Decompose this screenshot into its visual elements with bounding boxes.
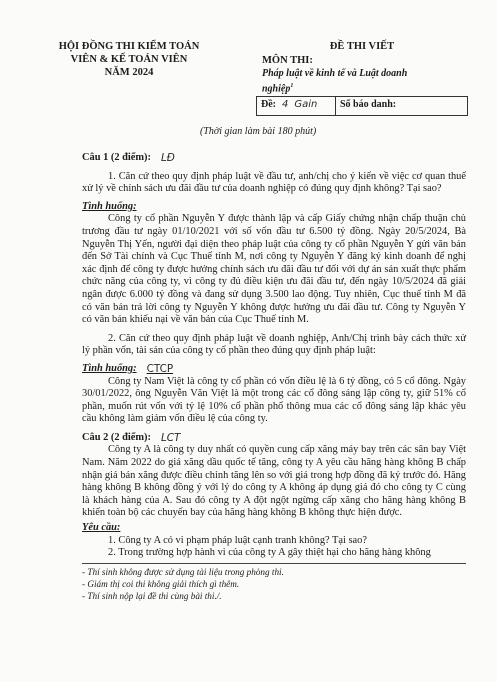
question-1-title bbox=[82, 152, 466, 165]
requirement-label: Yêu cầu: bbox=[82, 522, 121, 534]
org-line-2: VIÊN & KẾ TOÁN VIÊN bbox=[70, 54, 188, 65]
situation-1-label-text: Tình huống: bbox=[82, 200, 137, 212]
exam-code-value: 4 bbox=[282, 99, 289, 110]
question-2-annotation: LCT bbox=[160, 431, 181, 444]
question-1-part-2: 2. Căn cứ theo quy định pháp luật về doanh nghiệp, Anh/Chị trình bày cách thức xử lý phần vốn, tài sản của công ty cổ phần theo đúng quy định pháp luật: bbox=[82, 332, 466, 357]
exam-title: ĐỀ THI VIẾT bbox=[329, 41, 395, 52]
subject-footnote-mark: 1 bbox=[290, 83, 294, 89]
situation-2-label-text: Tình huống: bbox=[82, 362, 137, 374]
footnote-divider bbox=[82, 563, 466, 564]
subject-name bbox=[262, 67, 462, 95]
subject-line-1: Pháp luật về kinh tế và Luật doanh bbox=[262, 68, 408, 79]
candidate-number-label: Số báo danh: bbox=[340, 99, 397, 110]
org-line-1: HỘI ĐỒNG THI KIỂM TOÁN bbox=[58, 41, 200, 52]
exam-code-cell bbox=[257, 97, 336, 115]
exam-code-label: Đề: bbox=[261, 99, 276, 110]
question-2-title bbox=[82, 432, 466, 445]
situation-2-label bbox=[82, 363, 466, 376]
requirement-2: 2. Trong trường hợp hành vi của công ty A gây thiệt hại cho hãng hàng không bbox=[108, 547, 431, 559]
note-2: - Giám thị coi thi không giải thích gì thêm. bbox=[82, 578, 466, 590]
question-2-text: Công ty A là công ty duy nhất có quyền cung cấp xăng máy bay trên các sân bay Việt Nam. Năm 2022 do giá xăng dầu quốc tế tăng, công ty A yêu cầu hãng hàng không B chấp nhận giá bán xăng được điều chỉnh tăng lên so với giá trong hợp đồng đã ký trước đó. Hãng hàng không B không đồng ý với lý do công ty A không áp dụng giá đó cho công ty C cùng là khách hàng của A. Sau đó công ty A đột ngột ngừng cấp xăng cho hãng hàng không B khiến toàn bộ các chuyến bay của hãng hàng không B không thực hiện được. bbox=[82, 444, 466, 519]
question-1-label: Câu 1 (2 điểm): bbox=[82, 152, 151, 163]
situation-1-label bbox=[82, 201, 466, 214]
note-1: - Thí sinh không được sử dụng tài liệu trong phòng thi. bbox=[82, 566, 466, 578]
subject-label: MÔN THI: bbox=[262, 55, 313, 66]
candidate-number-cell bbox=[336, 97, 400, 115]
exam-code-handwriting: Gain bbox=[294, 99, 318, 110]
organization-header bbox=[44, 40, 214, 79]
org-line-3: NĂM 2024 bbox=[104, 67, 154, 78]
requirement-1: 1. Công ty A có vi phạm pháp luật cạnh tranh không? Tại sao? bbox=[108, 534, 367, 546]
note-3: - Thí sinh nộp lại đề thi cùng bài thi./. bbox=[82, 590, 466, 602]
situation-2-text: Công ty Nam Việt là công ty cổ phần có vốn điều lệ là 6 tỷ đồng, có 5 cổ đông. Ngày 30/01/2022, ông Nguyễn Văn Việt là một trong các cổ đông sáng lập công ty, giữ 51% cổ phần, muốn rút vốn với tỷ lệ 10% cổ phần phổ thông mua các cổ đông sáng lập khác yêu cầu không làm giảm vốn điều lệ của công ty. bbox=[82, 375, 466, 425]
question-1-annotation: LĐ bbox=[160, 152, 175, 164]
exam-header bbox=[262, 40, 462, 95]
situation-2-annotation: CTCP bbox=[146, 362, 174, 375]
exam-body bbox=[82, 146, 466, 602]
situation-1-text: Công ty cổ phần Nguyễn Y được thành lập và cấp Giấy chứng nhận chấp thuận chủ trương đầu tư ngày 01/10/2021 với số vốn đầu tư 6.500 tỷ đồng. Ngày 20/5/2024, Bà Nguyễn Thị Yến, người đại diện theo pháp luật của công ty cổ phần Nguyễn Y gửi văn bản đến Sở Tài chính và Cục Thuế tỉnh M, nơi công ty Nguyễn Y đăng ký kinh doanh để nghị xác định để công ty được hưởng chính sách ưu đãi đầu tư đối với dự án sản xuất thực phẩm chức năng của công ty, vì công ty đủ điều kiện ưu đãi đầu tư, đến ngày 10/5/2024 đã giải ngân được 6.000 tỷ đồng và đang sử dụng 3.500 lao động. Tuy nhiên, Cục thuế tỉnh M đã có văn bản trả lời công ty Nguyễn Y không được hưởng ưu đãi đầu tư. Công ty Nguyễn Y có văn bản khiếu nại về văn bản của Cục Thuế tỉnh M. bbox=[82, 213, 466, 326]
question-2-label: Câu 2 (2 điểm): bbox=[82, 431, 151, 443]
subject-line-2: nghiệp bbox=[262, 83, 291, 95]
exam-notes bbox=[82, 566, 466, 602]
time-note: (Thời gian làm bài 180 phút) bbox=[200, 126, 317, 137]
question-1-part-1: 1. Căn cứ theo quy định pháp luật về đầu tư, anh/chị cho ý kiến về việc cơ quan thuế xử lý về chính sách ưu đãi đầu tư của doanh nghiệp có đúng quy định không? Tại sao? bbox=[82, 170, 466, 195]
exam-code-box bbox=[256, 96, 468, 116]
